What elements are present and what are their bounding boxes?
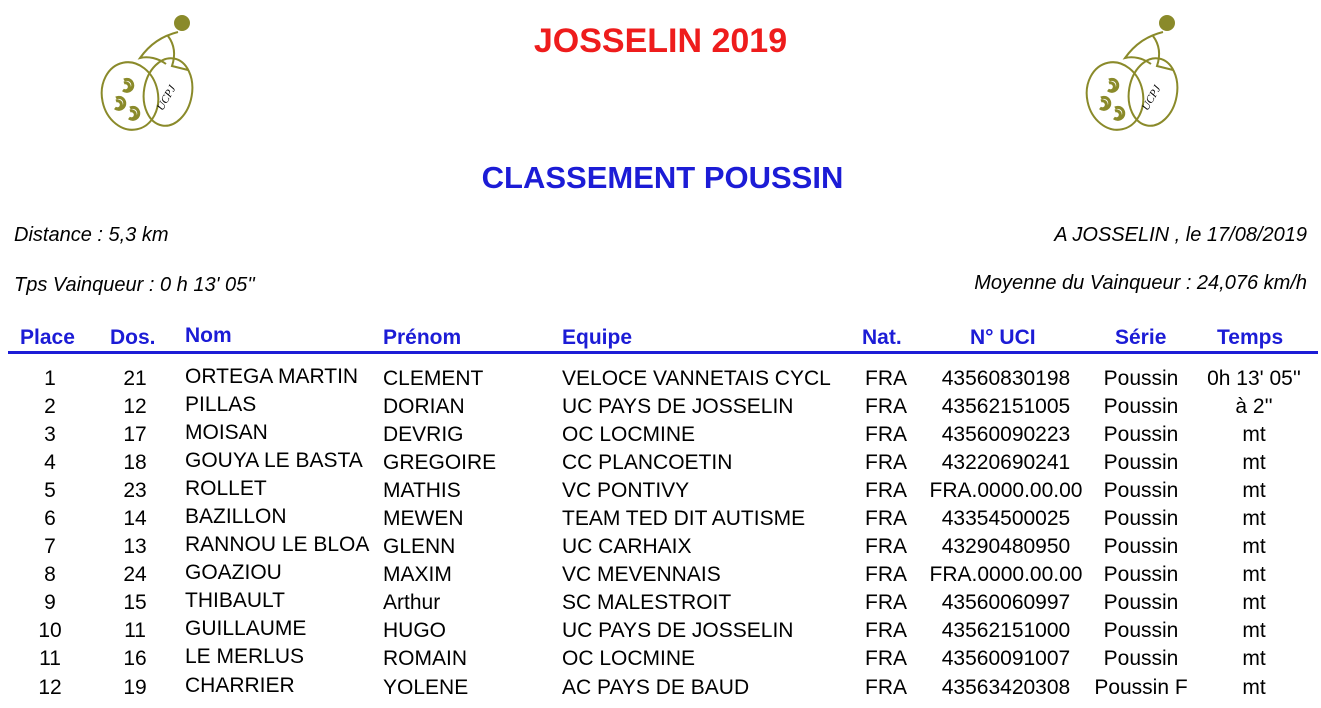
cell-nat: FRA xyxy=(865,535,907,558)
logo-text: UCPJ xyxy=(1139,83,1164,113)
cell-prenom: YOLENE xyxy=(383,676,469,699)
cell-dos: 17 xyxy=(123,423,147,446)
cell-serie: Poussin xyxy=(1103,507,1179,530)
cell-nom: RANNOU LE BLOA xyxy=(185,533,370,556)
cell-dos: 19 xyxy=(123,676,147,699)
cell-temps: 0h 13' 05'' xyxy=(1207,367,1301,390)
cell-place: 6 xyxy=(44,507,56,530)
cell-equipe: VC PONTIVY xyxy=(562,479,690,502)
cell-nom: THIBAULT xyxy=(185,589,285,612)
table-row xyxy=(0,674,1321,702)
cell-nom: LE MERLUS xyxy=(185,645,305,668)
cell-temps: mt xyxy=(1242,423,1266,446)
cell-nat: FRA xyxy=(865,676,907,699)
cell-temps: mt xyxy=(1242,507,1266,530)
cell-temps: mt xyxy=(1242,535,1266,558)
cell-prenom: ROMAIN xyxy=(383,647,467,670)
cell-nom: GOAZIOU xyxy=(185,561,282,584)
column-header-equipe: Equipe xyxy=(562,326,633,349)
cell-uci: FRA.0000.00.00 xyxy=(929,479,1083,502)
cell-equipe: SC MALESTROIT xyxy=(562,591,732,614)
cell-equipe: OC LOCMINE xyxy=(562,423,696,446)
table-row xyxy=(0,477,1321,505)
column-header-nom: Nom xyxy=(185,324,232,347)
cell-uci: 43220690241 xyxy=(941,451,1071,474)
cell-dos: 13 xyxy=(123,535,147,558)
cell-place: 3 xyxy=(44,423,56,446)
cell-uci: FRA.0000.00.00 xyxy=(929,563,1083,586)
cell-equipe: AC PAYS DE BAUD xyxy=(562,676,750,699)
table-row xyxy=(0,505,1321,533)
cell-dos: 18 xyxy=(123,451,147,474)
cell-serie: Poussin xyxy=(1103,451,1179,474)
cell-nom: MOISAN xyxy=(185,421,268,444)
cell-nom: ORTEGA MARTIN xyxy=(185,365,359,388)
cell-equipe: VELOCE VANNETAIS CYCL xyxy=(562,367,831,390)
cell-nom: GUILLAUME xyxy=(185,617,307,640)
cell-uci: 43560091007 xyxy=(941,647,1071,670)
cell-temps: mt xyxy=(1242,451,1266,474)
cell-nat: FRA xyxy=(865,395,907,418)
column-header-uci: N° UCI xyxy=(970,326,1036,349)
cell-prenom: GREGOIRE xyxy=(383,451,497,474)
table-row xyxy=(0,365,1321,393)
cell-serie: Poussin xyxy=(1103,563,1179,586)
cell-equipe: UC PAYS DE JOSSELIN xyxy=(562,395,794,418)
page-title: JOSSELIN 2019 xyxy=(533,22,788,60)
cell-place: 7 xyxy=(44,535,56,558)
winner-average-speed: Moyenne du Vainqueur : 24,076 km/h xyxy=(974,272,1307,294)
cell-uci: 43560060997 xyxy=(941,591,1071,614)
cell-equipe: VC MEVENNAIS xyxy=(562,563,721,586)
cell-dos: 12 xyxy=(123,395,147,418)
cell-prenom: MEWEN xyxy=(383,507,464,530)
cell-serie: Poussin xyxy=(1103,647,1179,670)
cell-prenom: Arthur xyxy=(383,591,441,614)
cell-temps: mt xyxy=(1242,563,1266,586)
cell-serie: Poussin xyxy=(1103,535,1179,558)
cell-serie: Poussin xyxy=(1103,367,1179,390)
cell-equipe: CC PLANCOETIN xyxy=(562,451,733,474)
cell-uci: 43563420308 xyxy=(941,676,1071,699)
cell-nom: PILLAS xyxy=(185,393,257,416)
cell-place: 2 xyxy=(44,395,56,418)
cell-nom: BAZILLON xyxy=(185,505,287,528)
cell-place: 5 xyxy=(44,479,56,502)
cell-serie: Poussin xyxy=(1103,395,1179,418)
cell-nat: FRA xyxy=(865,507,907,530)
cell-place: 10 xyxy=(38,619,62,642)
cell-place: 8 xyxy=(44,563,56,586)
cell-prenom: MAXIM xyxy=(383,563,452,586)
cell-dos: 24 xyxy=(123,563,147,586)
column-header-prenom: Prénom xyxy=(383,326,462,349)
cell-temps: mt xyxy=(1242,479,1266,502)
cell-nat: FRA xyxy=(865,451,907,474)
cell-serie: Poussin xyxy=(1103,591,1179,614)
cell-dos: 11 xyxy=(124,619,146,642)
cell-uci: 43354500025 xyxy=(941,507,1071,530)
race-place-date: A JOSSELIN , le 17/08/2019 xyxy=(1054,224,1307,246)
cell-place: 9 xyxy=(44,591,56,614)
cell-nat: FRA xyxy=(865,563,907,586)
cell-temps: mt xyxy=(1242,619,1266,642)
cell-prenom: GLENN xyxy=(383,535,456,558)
table-row xyxy=(0,589,1321,617)
cell-serie: Poussin xyxy=(1103,479,1179,502)
cell-place: 4 xyxy=(44,451,56,474)
table-row xyxy=(0,533,1321,561)
column-header-place: Place xyxy=(20,326,75,349)
cell-dos: 14 xyxy=(123,507,147,530)
column-header-nat: Nat. xyxy=(862,326,902,349)
cell-nat: FRA xyxy=(865,423,907,446)
column-header-temps: Temps xyxy=(1217,326,1284,349)
cell-prenom: CLEMENT xyxy=(383,367,484,390)
cell-equipe: UC PAYS DE JOSSELIN xyxy=(562,619,794,642)
cell-temps: mt xyxy=(1242,676,1266,699)
ranking-title: CLASSEMENT POUSSIN xyxy=(481,160,844,195)
table-row xyxy=(0,617,1321,645)
cell-nat: FRA xyxy=(865,647,907,670)
cell-place: 12 xyxy=(38,676,62,699)
cell-equipe: UC CARHAIX xyxy=(562,535,692,558)
cell-nom: GOUYA LE BASTA xyxy=(185,449,363,472)
cell-dos: 16 xyxy=(123,647,147,670)
cell-uci: 43562151000 xyxy=(941,619,1071,642)
cell-temps: mt xyxy=(1242,647,1266,670)
cell-uci: 43562151005 xyxy=(941,395,1071,418)
cell-nat: FRA xyxy=(865,479,907,502)
cell-serie: Poussin F xyxy=(1094,676,1188,699)
cell-equipe: TEAM TED DIT AUTISME xyxy=(562,507,806,530)
cell-prenom: HUGO xyxy=(383,619,446,642)
cell-prenom: DEVRIG xyxy=(383,423,464,446)
table-row xyxy=(0,561,1321,589)
cell-dos: 21 xyxy=(123,367,147,390)
winner-time: Tps Vainqueur : 0 h 13' 05'' xyxy=(14,274,255,296)
cell-serie: Poussin xyxy=(1103,619,1179,642)
logo-text: UCPJ xyxy=(154,83,179,113)
column-header-serie: Série xyxy=(1115,326,1167,349)
column-header-dos: Dos. xyxy=(110,326,156,349)
cell-temps: à 2'' xyxy=(1235,395,1273,418)
table-row xyxy=(0,645,1321,673)
cell-place: 1 xyxy=(44,367,56,390)
cell-nat: FRA xyxy=(865,591,907,614)
cell-temps: mt xyxy=(1242,591,1266,614)
cell-prenom: MATHIS xyxy=(383,479,461,502)
cell-uci: 43560090223 xyxy=(941,423,1071,446)
table-row xyxy=(0,393,1321,421)
cell-equipe: OC LOCMINE xyxy=(562,647,696,670)
table-row xyxy=(0,421,1321,449)
header-divider xyxy=(8,351,1318,354)
cell-uci: 43290480950 xyxy=(941,535,1071,558)
cell-nat: FRA xyxy=(865,619,907,642)
cell-place: 11 xyxy=(39,647,61,670)
cell-dos: 23 xyxy=(123,479,147,502)
cell-uci: 43560830198 xyxy=(941,367,1071,390)
cell-serie: Poussin xyxy=(1103,423,1179,446)
cell-prenom: DORIAN xyxy=(383,395,465,418)
cell-nom: CHARRIER xyxy=(185,674,295,697)
table-row xyxy=(0,449,1321,477)
cell-nom: ROLLET xyxy=(185,477,267,500)
cell-dos: 15 xyxy=(123,591,147,614)
race-distance: Distance : 5,3 km xyxy=(14,224,169,246)
cell-nat: FRA xyxy=(865,367,907,390)
